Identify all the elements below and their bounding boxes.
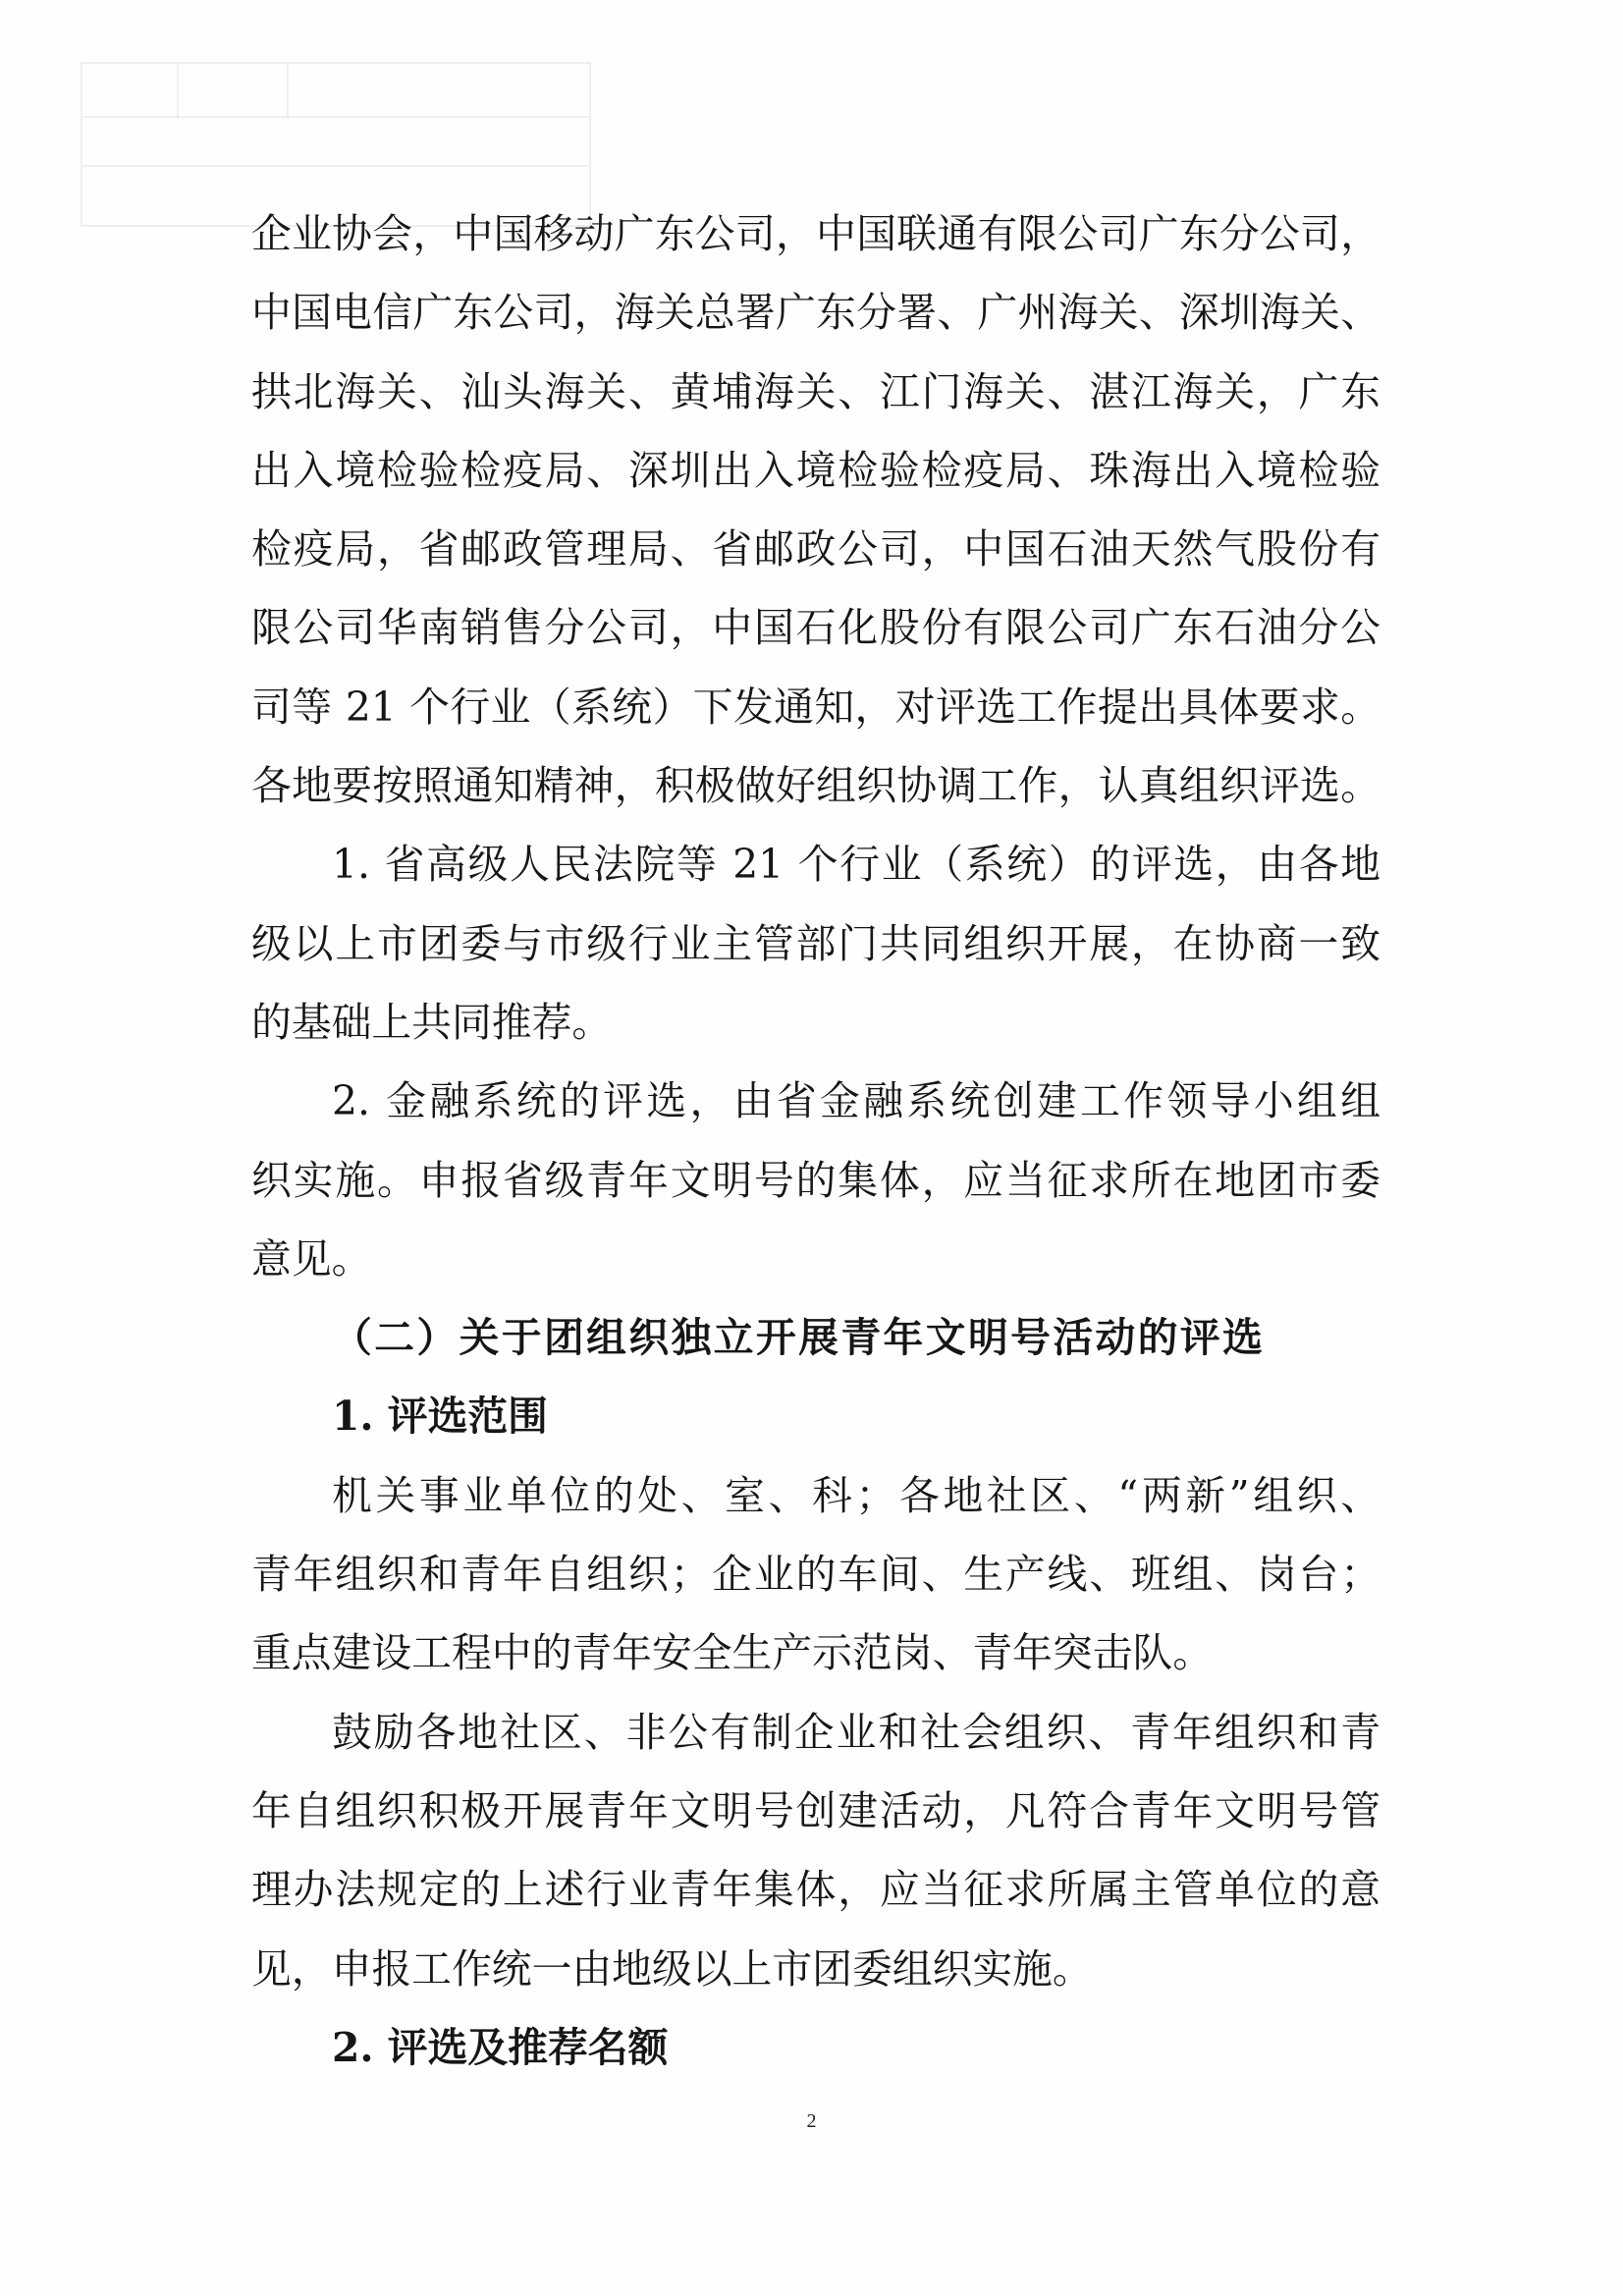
body-line: 司等 21 个行业（系统）下发通知，对评选工作提出具体要求。 <box>251 683 1380 731</box>
page-number: 2 <box>806 2110 817 2132</box>
subsection-heading: 2. 评选及推荐名额 <box>332 2023 669 2071</box>
paragraph <box>251 1693 1380 2008</box>
document-body <box>251 194 1380 2087</box>
body-line: 鼓励各地社区、非公有制企业和社会组织、青年组织和青 <box>332 1708 1380 1756</box>
bleed-through-rule <box>177 64 179 118</box>
body-line: 企业协会，中国移动广东公司，中国联通有限公司广东分公司， <box>251 210 1380 257</box>
section-heading: （二）关于团组织独立开展青年文明号活动的评选 <box>332 1314 1266 1362</box>
body-line: 出入境检验检疫局、深圳出入境检验检疫局、珠海出入境检验 <box>251 446 1380 494</box>
paragraph <box>251 1062 1380 1298</box>
body-line: 拱北海关、汕头海关、黄埔海关、江门海关、湛江海关，广东 <box>251 367 1380 415</box>
bleed-through-rule <box>82 116 589 118</box>
paragraph <box>251 825 1380 1062</box>
body-line: 的基础上共同推荐。 <box>251 998 613 1046</box>
body-line: 年自组织积极开展青年文明号创建活动，凡符合青年文明号管 <box>251 1786 1380 1834</box>
body-line: 中国电信广东公司，海关总署广东分署、广州海关、深圳海关、 <box>251 289 1380 337</box>
body-line: 各地要按照通知精神，积极做好组织协调工作，认真组织评选。 <box>251 762 1380 810</box>
subsection-heading: 1. 评选范围 <box>332 1393 548 1441</box>
body-line: 意见。 <box>251 1234 372 1283</box>
paragraph <box>251 1456 1380 1693</box>
body-line: 青年组织和青年自组织；企业的车间、生产线、班组、岗台； <box>251 1551 1380 1599</box>
body-line: 机关事业单位的处、室、科；各地社区、“两新”组织、 <box>332 1471 1380 1519</box>
bleed-through-rule <box>287 64 289 118</box>
bleed-through-rule <box>82 165 589 167</box>
body-line: 限公司华南销售分公司，中国石化股份有限公司广东石油分公 <box>251 604 1380 652</box>
body-line: 织实施。申报省级青年文明号的集体，应当征求所在地团市委 <box>251 1156 1380 1204</box>
paragraph <box>251 194 1380 825</box>
body-line: 重点建设工程中的青年安全生产示范岗、青年突击队。 <box>251 1629 1214 1677</box>
body-line: 检疫局，省邮政管理局、省邮政公司，中国石油天然气股份有 <box>251 525 1380 574</box>
body-line: 理办法规定的上述行业青年集体，应当征求所属主管单位的意 <box>251 1866 1380 1914</box>
body-line: 1. 省高级人民法院等 21 个行业（系统）的评选，由各地 <box>332 841 1380 889</box>
body-line: 2. 金融系统的评选，由省金融系统创建工作领导小组组 <box>332 1077 1380 1125</box>
body-line: 级以上市团委与市级行业主管部门共同组织开展，在协商一致 <box>251 919 1380 967</box>
body-line: 见，申报工作统一由地级以上市团委组织实施。 <box>251 1944 1093 1993</box>
